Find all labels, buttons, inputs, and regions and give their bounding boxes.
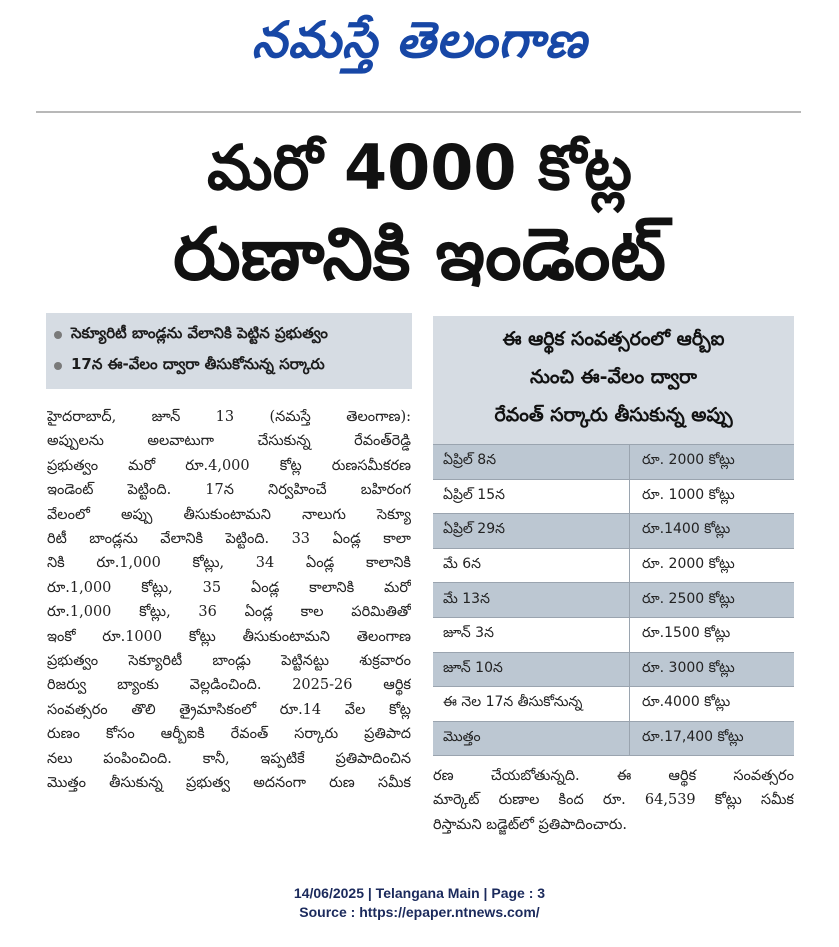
- article-line: మొత్తం తీసుకున్న ప్రభుత్వ అదనంగా రుణ సమీక: [47, 775, 411, 792]
- amount-cell: రూ. 2000 కోట్లు: [642, 556, 735, 573]
- date-cell: ఈ నెల 17న తీసుకోనున్న: [433, 687, 630, 721]
- article-line: రిస్తామని బడ్జెట్‌లో ప్రతిపాదించారు.: [433, 816, 627, 833]
- logo-text: నమస్తే తెలంగాణ: [251, 11, 588, 69]
- table-row: [433, 583, 794, 618]
- highlights-box: [46, 313, 412, 389]
- page-footer: [0, 884, 839, 922]
- amount-cell: రూ. 2000 కోట్లు: [642, 452, 735, 469]
- footer-source-link[interactable]: Source : https://epaper.ntnews.com/: [299, 904, 540, 920]
- box-title-line: నుంచి ఈ-వేలం ద్వారా: [530, 366, 697, 388]
- loan-summary-box: [433, 316, 794, 752]
- article-body-column-2: [433, 764, 794, 837]
- article-line: రుణం కోసం ఆర్బీఐకి రేవంత్ సర్కారు ప్రతిపాద: [47, 726, 411, 743]
- date-cell: మొత్తం: [433, 722, 630, 756]
- article-line: ఇంకో రూ.1000 కోట్లు తీసుకుంటామని తెలంగాణ: [47, 628, 411, 645]
- header-divider: [36, 111, 801, 113]
- footer-date-info: 14/06/2025 | Telangana Main | Page : 3: [293, 885, 546, 901]
- date-cell: ఏప్రిల్ 8న: [433, 445, 630, 479]
- box-title-line: ఈ ఆర్థిక సంవత్సరంలో ఆర్బీఐ: [502, 328, 725, 350]
- date-cell: జూన్ 3న: [433, 618, 630, 652]
- headline-line-2: రుణానికి ఇండెంట్: [173, 212, 666, 296]
- amount-cell: రూ.4000 కోట్లు: [642, 694, 731, 711]
- newspaper-logo: [0, 8, 839, 72]
- headline-line-1: మరో 4000 కోట్ల: [207, 131, 632, 204]
- table-row: [433, 549, 794, 584]
- article-line: హైదరాబాద్, జూన్ 13 (నమస్తే తెలంగాణ):: [47, 409, 411, 425]
- date-cell: ఏప్రిల్ 29న: [433, 514, 630, 548]
- article-line: రణ చేయబోతున్నది. ఈ ఆర్థిక సంవత్సరం: [433, 768, 794, 784]
- table-row-total: [433, 722, 794, 757]
- highlight-item: [54, 350, 404, 381]
- amount-cell: రూ.1500 కోట్లు: [642, 625, 731, 642]
- date-cell: జూన్ 10న: [433, 653, 630, 687]
- table-row: [433, 514, 794, 549]
- table-row: [433, 687, 794, 722]
- highlight-text: సెక్యూరిటీ బాండ్లను వేలానికి పెట్టిన ప్రభుత్వం: [71, 323, 328, 342]
- article-line: నికి రూ.1,000 కోట్లు, 34 ఏండ్ల కాలానికి: [47, 555, 411, 572]
- article-line: రిటీ బాండ్లను వేలానికి పెట్టింది. 33 ఏండ్ల కాలా: [47, 531, 411, 548]
- date-cell: మే 13న: [433, 583, 630, 617]
- bullet-icon: [54, 362, 62, 370]
- loan-table: [433, 444, 794, 756]
- table-row: [433, 445, 794, 480]
- amount-cell: రూ. 3000 కోట్లు: [642, 659, 735, 676]
- article-line: ఇండెంట్ పెట్టింది. 17న నిర్వహించే బహిరంగ: [47, 482, 411, 499]
- article-line: అప్పులను అలవాటుగా చేసుకున్న రేవంత్‌రెడ్డి: [47, 433, 411, 450]
- amount-cell: రూ.1400 కోట్లు: [642, 521, 731, 538]
- article-line: నలు పంపించింది. కానీ, ఇప్పటికే ప్రతిపాదించిన: [47, 750, 411, 767]
- article-line: రూ.1,000 కోట్లు, 35 ఏండ్ల కాలానికి మరో: [47, 579, 411, 596]
- article-body-column-1: [47, 405, 411, 796]
- date-cell: మే 6న: [433, 549, 630, 583]
- bullet-icon: [54, 331, 62, 339]
- highlight-text: 17న ఈ-వేలం ద్వారా తీసుకోనున్న సర్కారు: [71, 354, 325, 373]
- table-row: [433, 480, 794, 515]
- highlight-item: [54, 319, 404, 350]
- date-cell: ఏప్రిల్ 15న: [433, 480, 630, 514]
- article-line: రిజర్వు బ్యాంకు వెల్లడించింది. 2025-26 ఆర్థిక: [47, 677, 411, 694]
- table-row: [433, 618, 794, 653]
- box-title: [433, 320, 794, 434]
- article-line: రూ.1,000 కోట్లు, 36 ఏండ్ల కాల పరిమితితో: [47, 604, 411, 621]
- article-line: వేలంలో అప్పు తీసుకుంటామని నాలుగు సెక్యూ: [47, 506, 411, 523]
- article-line: మార్కెట్ రుణాల కింద రూ. 64,539 కోట్లు సమీక: [433, 792, 794, 809]
- table-row: [433, 653, 794, 688]
- amount-cell: రూ. 1000 కోట్లు: [642, 486, 735, 503]
- amount-cell: రూ. 2500 కోట్లు: [642, 590, 735, 607]
- article-line: ప్రభుత్వం సెక్యూరిటీ బాండ్లు పెట్టినట్టు శుక్రవారం: [47, 653, 411, 670]
- box-title-line: రేవంత్ సర్కారు తీసుకున్న అప్పు: [494, 404, 733, 426]
- article-line: ప్రభుత్వం మరో రూ.4,000 కోట్ల రుణసమీకరణ: [47, 457, 411, 474]
- article-line: సంవత్సరం తొలి త్రైమాసికంలో రూ.14 వేల కోట్ల: [47, 701, 411, 718]
- amount-cell: రూ.17,400 కోట్లు: [642, 729, 744, 746]
